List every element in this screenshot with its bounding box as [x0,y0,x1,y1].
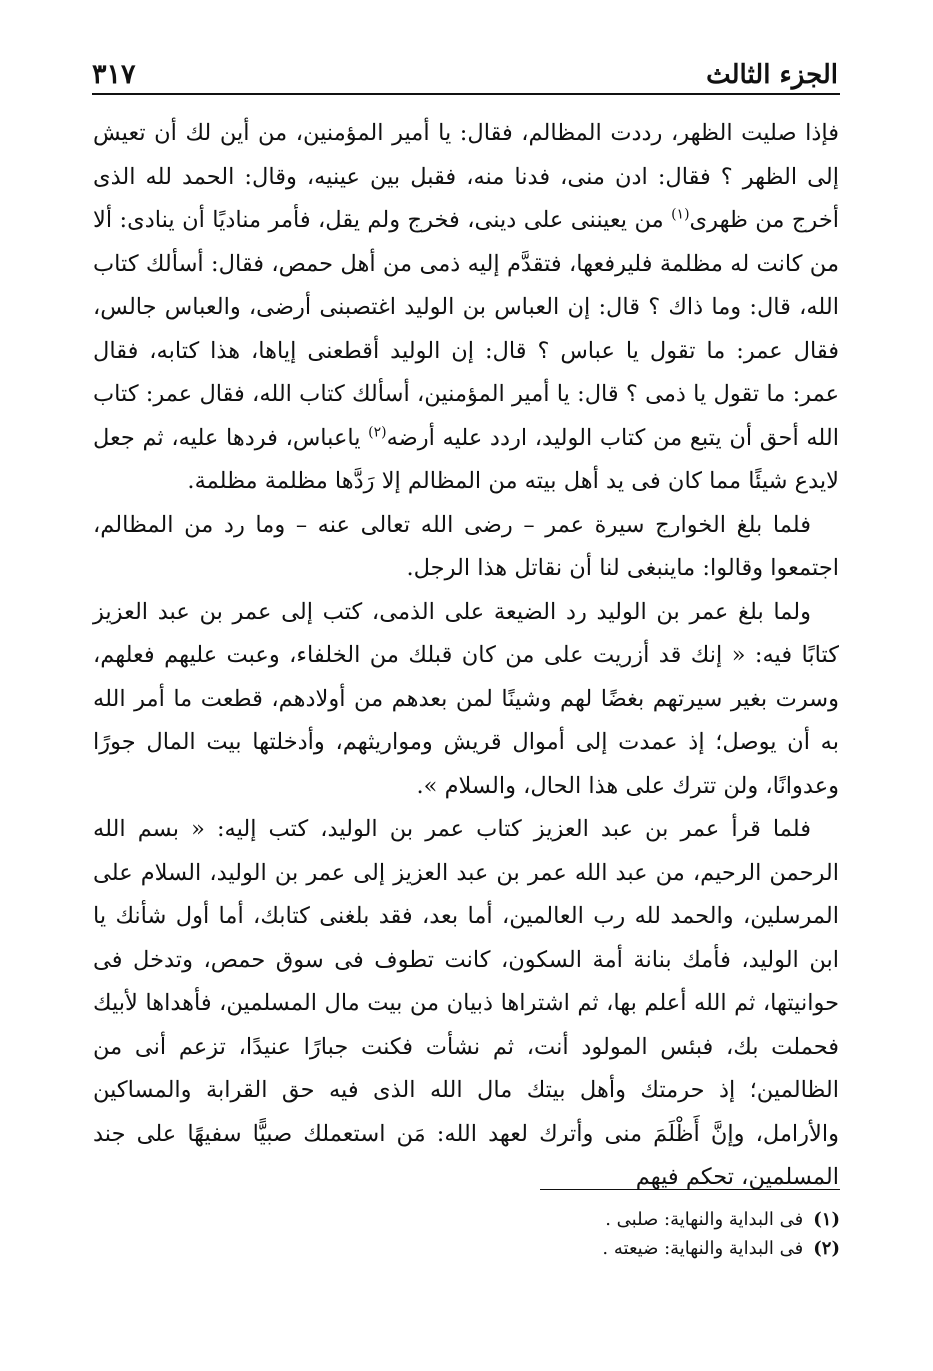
footnote-ref-2: (٢) [368,424,387,440]
header-divider [92,93,840,95]
running-header [92,38,838,90]
footnote-text: فى البداية والنهاية: صلبى . [605,1209,804,1230]
main-text [93,112,839,1200]
footnote-number: (١) [813,1209,840,1230]
footnote-divider [540,1189,840,1190]
paragraph-3: ولما بلغ عمر بن الوليد رد الضيعة على الذمى، كتب إلى عمر بن عبد العزيز كتابًا فيه: « إنك قد أزريت على من كان قبلك من الخلفاء، وعبت عليهم فعلهم، وسرت بغير سيرتهم بغضًا لهم وشينًا لمن بعدهم من أولادهم، قطعت ما أمر الله به أن يوصل؛ إذ عمدت إلى أموال قريش ومواريثهم، وأدخلتها بيت المال جورًا وعدوانًا، ولن تترك على هذا الحال، والسلام ». [93,598,839,799]
footnote-text: فى البداية والنهاية: ضيعته . [602,1238,804,1259]
footnote-number: (٢) [813,1238,840,1259]
paragraph-4: فلما قرأ عمر بن عبد العزيز كتاب عمر بن الوليد، كتب إليه: « بسم الله الرحمن الرحيم، من عبد الله عمر بن عبد العزيز إلى عمر بن الوليد، السلام على المرسلين، والحمد لله رب العالمين، أما بعد، فقد بلغنى كتابك، أما أول شأنك يا ابن الوليد، فأمك بنانة أمة السكون، كانت تطوف فى سوق حمص، وتدخل فى حوانيتها، ثم الله أعلم بها، ثم اشتراها ذبيان من بيت مال المسلمين، فأهداها لأبيك فحملت بك، فبئس المولود أنت، ثم نشأت فكنت جبارًا عنيدًا، تزعم أنى من الظالمين؛ إذ حرمتك وأهل بيتك مال الله الذى فيه حق القرابة والمساكين والأرامل، وإنَّ أَظْلَمَ منى وأترك لعهد الله: مَن استعملك صبيًّا سفيهًا على جند المسلمين، تحكم فيهم [93,816,839,1190]
paragraph-text: فإذا صليت الظهر، رددت المظالم، فقال: يا أمير المؤمنين، من أين لك أن تعيش إلى الظهر ؟ فقال: ادن منى، فدنا منه، فقبل بين عينيه، وقال: الحمد لله الذى أخرج من ظهرى [93,120,839,233]
paragraph-2: فلما بلغ الخوارج سيرة عمر – رضى الله تعالى عنه – وما رد من المظالم، اجتمعوا وقالوا: ماينبغى لنا أن نقاتل هذا الرجل. [93,511,839,581]
footnote-1 [300,1205,840,1234]
paragraph-text: من يعيننى على دينى، فخرج ولم يقل، فأمر مناديًا أن ينادى: ألا من كانت له مظلمة فليرفعها، فتقدَّم إليه ذمى من أهل حمص، فقال: أسألك كتاب الله، قال: وما ذاك ؟ قال: إن العباس بن الوليد اغتصبنى أرضى، والعباس جالس، فقال عمر: ما تقول يا عباس ؟ قال: إن الوليد أقطعنى إياها، هذا كتابه، فقال عمر: ما تقول يا ذمى ؟ قال: يا أمير المؤمنين، أسألك كتاب الله، فقال عمر: كتاب الله أحق أن يتبع من كتاب الوليد، اردد عليه أرضه [93,207,839,451]
page-number: ٣١٧ [92,59,136,90]
footnote-ref-1: (١) [671,206,690,223]
footnote-2 [300,1234,840,1263]
paragraph-text: ياعباس، فردها عليه، ثم جعل لايدع شيئًا مما كان فى يد أهل بيته من المظالم إلا رَدَّها مظلمة مظلمة. [93,424,839,494]
footnotes [300,1205,840,1263]
paragraph-1 [93,112,839,504]
chapter-title: الجزء الثالث [706,60,838,90]
